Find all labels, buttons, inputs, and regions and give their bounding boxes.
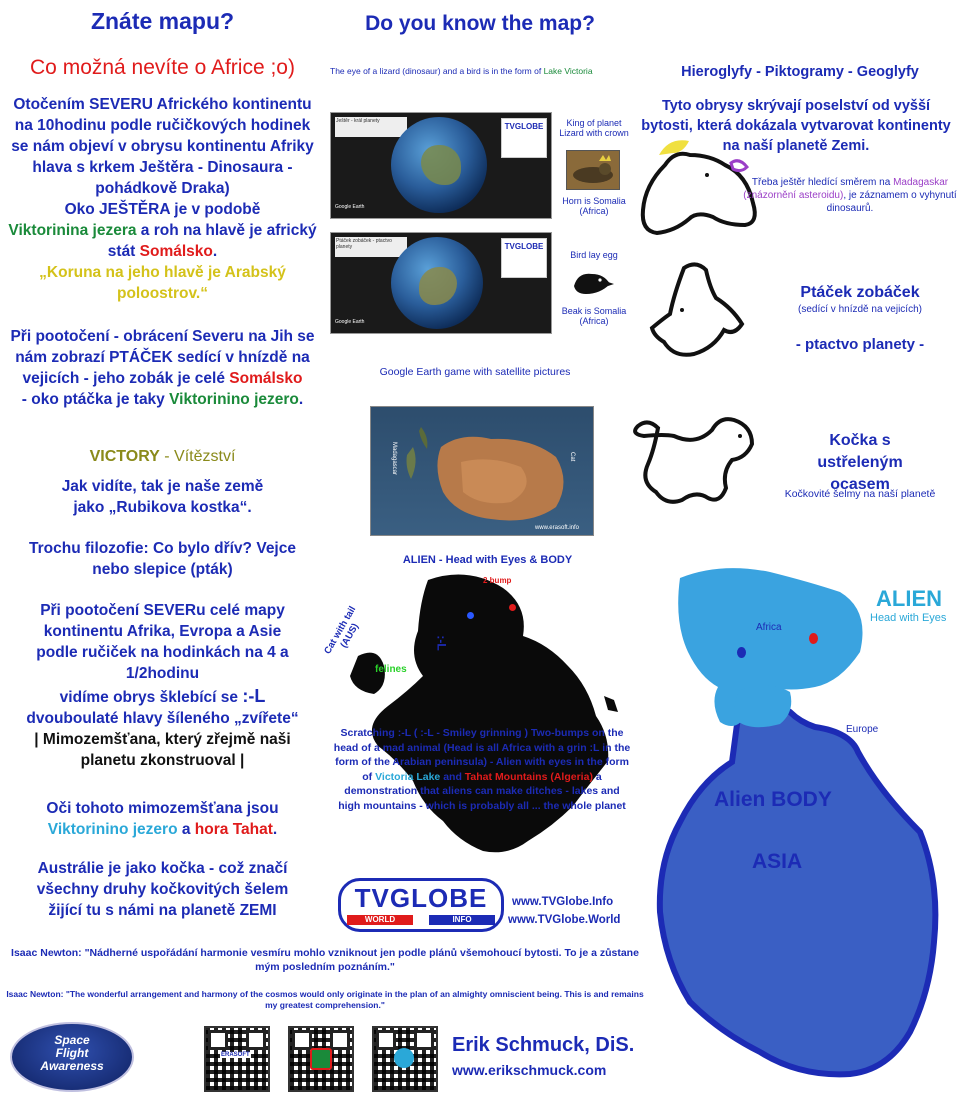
- tvglobe-url-world[interactable]: www.TVGlobe.World: [508, 914, 621, 926]
- bird-subtitle: (sedící v hnízdě na vejicích): [798, 304, 922, 315]
- alien-title: ALIEN: [876, 586, 942, 611]
- europe-label: Europe: [846, 724, 879, 735]
- king-label: King of planet Lizard with crown: [559, 118, 629, 138]
- bird-title: Ptáček zobáček: [800, 284, 920, 301]
- cat-outline: [630, 406, 760, 514]
- africa-label: Africa: [756, 622, 782, 633]
- twitter-icon: [394, 1048, 414, 1068]
- earth-screenshot-bird: Ptáček zobáček - ptactvo planety TVGLOBE Google Earth: [330, 232, 552, 334]
- author-url[interactable]: www.erikschmuck.com: [452, 1062, 607, 1078]
- asia-label: ASIA: [752, 850, 803, 873]
- subtitle-africa: Co možná nevíte o Africe ;o): [30, 56, 295, 79]
- newton-quote-cz: Isaac Newton: "Nádherné uspořádání harmonie vesmíru mohlo vzniknout jen podle plánů všemohoucí bytosti. To je a zůstane mým posledním poznáním.": [11, 947, 639, 973]
- victory-heading: VICTORY - Vítězství: [89, 448, 236, 465]
- tvglobe-mini-logo: TVGLOBE: [501, 118, 547, 158]
- alien-body-label: Alien BODY: [714, 788, 832, 811]
- cat-subtitle: Kočkovité šelmy na naší planetě: [784, 488, 936, 500]
- paragraph-lizard: Otočením SEVERU Afrického kontinentu na 10hodinu podle ručičkových hodinek se nám objeví v obrysu kontinentu Afriky hlava s krkem Ještěra - Dinosaura - pohádkově Draka) Oko JEŠTĚRA je v podobě Viktorinina jezera a roh na hlavě je africký stát Somálsko. „Koruna na jeho hlavě je Arabský poloostrov.“: [8, 96, 317, 302]
- alien-map-eye-red: [809, 633, 818, 644]
- tvglobe-logo[interactable]: TVGLOBE WORLD INFO: [338, 878, 504, 932]
- globe-image: [391, 117, 487, 213]
- lizard-note: Třeba ještěr hledící směrem na Madagaskar (znázornění asteroidu), je záznamem o vyhynutí dinosaurů.: [743, 177, 957, 214]
- alien-map-eye-blue: [737, 647, 746, 658]
- bird-egg-label: Bird lay egg: [570, 250, 618, 260]
- paragraph-alien: vidíme obrys šklebící se :-L dvouboulaté hlavy šíleného „zvířete“ | Mimozemšťana, který zřejmě naši planetu zkonstruoval |: [26, 686, 299, 769]
- globe-image: [391, 237, 483, 329]
- paragraph-bird: Při pootočení - obrácení Severu na Jih se nám zobrazí PTÁČEK sedící v hnízdě na vejicích - jeho zobák je celé Somálsko - oko ptáčka je taky Viktorinino jezero.: [10, 328, 315, 408]
- earth-title-box: Ještěr - král planety: [335, 117, 407, 137]
- earth-screenshot-lizard: Ještěr - král planety TVGLOBE Google Earth: [330, 112, 552, 219]
- space-flight-awareness-logo: Space Flight Awareness: [10, 1022, 134, 1092]
- paragraph-australia: Austrálie je jako kočka - což značí všechny druhy kočkovitých šelem žijící tu s námi na planetě ZEMI: [36, 860, 289, 919]
- beak-label: Beak is Somalia (Africa): [561, 306, 627, 326]
- title-en: Do you know the map?: [365, 12, 595, 35]
- title-cz: Znáte mapu?: [90, 8, 235, 34]
- horn-label: Horn is Somalia (Africa): [562, 196, 626, 216]
- right-intro: Tyto obrysy skrývají poselství od vyšší bytosti, která dokázala vytvarovat kontinenty na naší planetě Zemi.: [641, 98, 951, 154]
- qr-code-erasoft[interactable]: [204, 1026, 270, 1092]
- bird-icon: [570, 268, 614, 303]
- alien-color-map: [640, 562, 960, 1082]
- paragraph-philosophy: Trochu filozofie: Co bylo dřív? Vejce nebo slepice (pták): [29, 540, 296, 578]
- satellite-image: Madagascar Cat www.erasoft.info: [370, 406, 594, 536]
- earth-title-box: Ptáček zobáček - ptactvo planety: [335, 237, 407, 257]
- alien-map-title: ALIEN - Head with Eyes & BODY: [402, 554, 573, 566]
- lizard-photo: [566, 150, 620, 190]
- bump-label: 2 bump: [483, 576, 512, 585]
- alien-eye-blue: [467, 612, 474, 619]
- lizard-caption: The eye of a lizard (dinosaur) and a bird is in the form of Lake Victoria: [330, 66, 593, 76]
- bird-outline: [644, 258, 754, 362]
- alien-description: Scratching :-L ( :-L - Smiley grinning ) Two-bumps on the head of a mad animal (Head is all Africa with a grin :L in the form of the Arabian peninsula) - Alien with eyes in the form of Victoria Lake and Tahat Mountains (Algeria) a demonstration that aliens can make ditches - lakes and high mountains - which is probably all ... the whole planet: [333, 727, 631, 812]
- newton-quote-en: Isaac Newton: "The wonderful arrangement and harmony of the cosmos would only originate in the plan of an almighty omniscient being. This is and remains my greatest comprehension.": [6, 989, 644, 1010]
- author-name: Erik Schmuck, DiS.: [452, 1034, 635, 1056]
- smiley-label: :-L: [434, 635, 449, 651]
- cat-tail-label: Cat with tail (AUS): [322, 604, 362, 657]
- alien-eye-red: [509, 604, 516, 611]
- felines-label: felines: [375, 664, 407, 675]
- right-title: Hieroglyfy - Piktogramy - Geoglyfy: [681, 64, 919, 80]
- paragraph-rotation: Při pootočení SEVERu celé mapy kontinentu Afrika, Evropa a Asie podle ručiček na hodinkách na 4 a 1/2hodinu: [36, 602, 289, 682]
- tvglobe-mini-logo: TVGLOBE: [501, 238, 547, 278]
- shield-icon: [310, 1048, 332, 1070]
- paragraph-rubik: Jak vidíte, tak je naše země jako „Rubikova kostka“.: [61, 478, 264, 516]
- erasoft-label: ERASOFT: [221, 1052, 250, 1058]
- google-earth-title: Google Earth game with satellite pictures: [379, 366, 571, 378]
- alien-subtitle: Head with Eyes: [870, 612, 947, 624]
- paragraph-eyes: Oči tohoto mimozemšťana jsou Viktorinino jezero a hora Tahat.: [46, 800, 279, 838]
- tvglobe-url-info[interactable]: www.TVGlobe.Info: [512, 896, 614, 908]
- cat-title: Kočka s ustřeleným ocasem: [817, 432, 903, 493]
- bird-tag: - ptactvo planety -: [795, 336, 925, 353]
